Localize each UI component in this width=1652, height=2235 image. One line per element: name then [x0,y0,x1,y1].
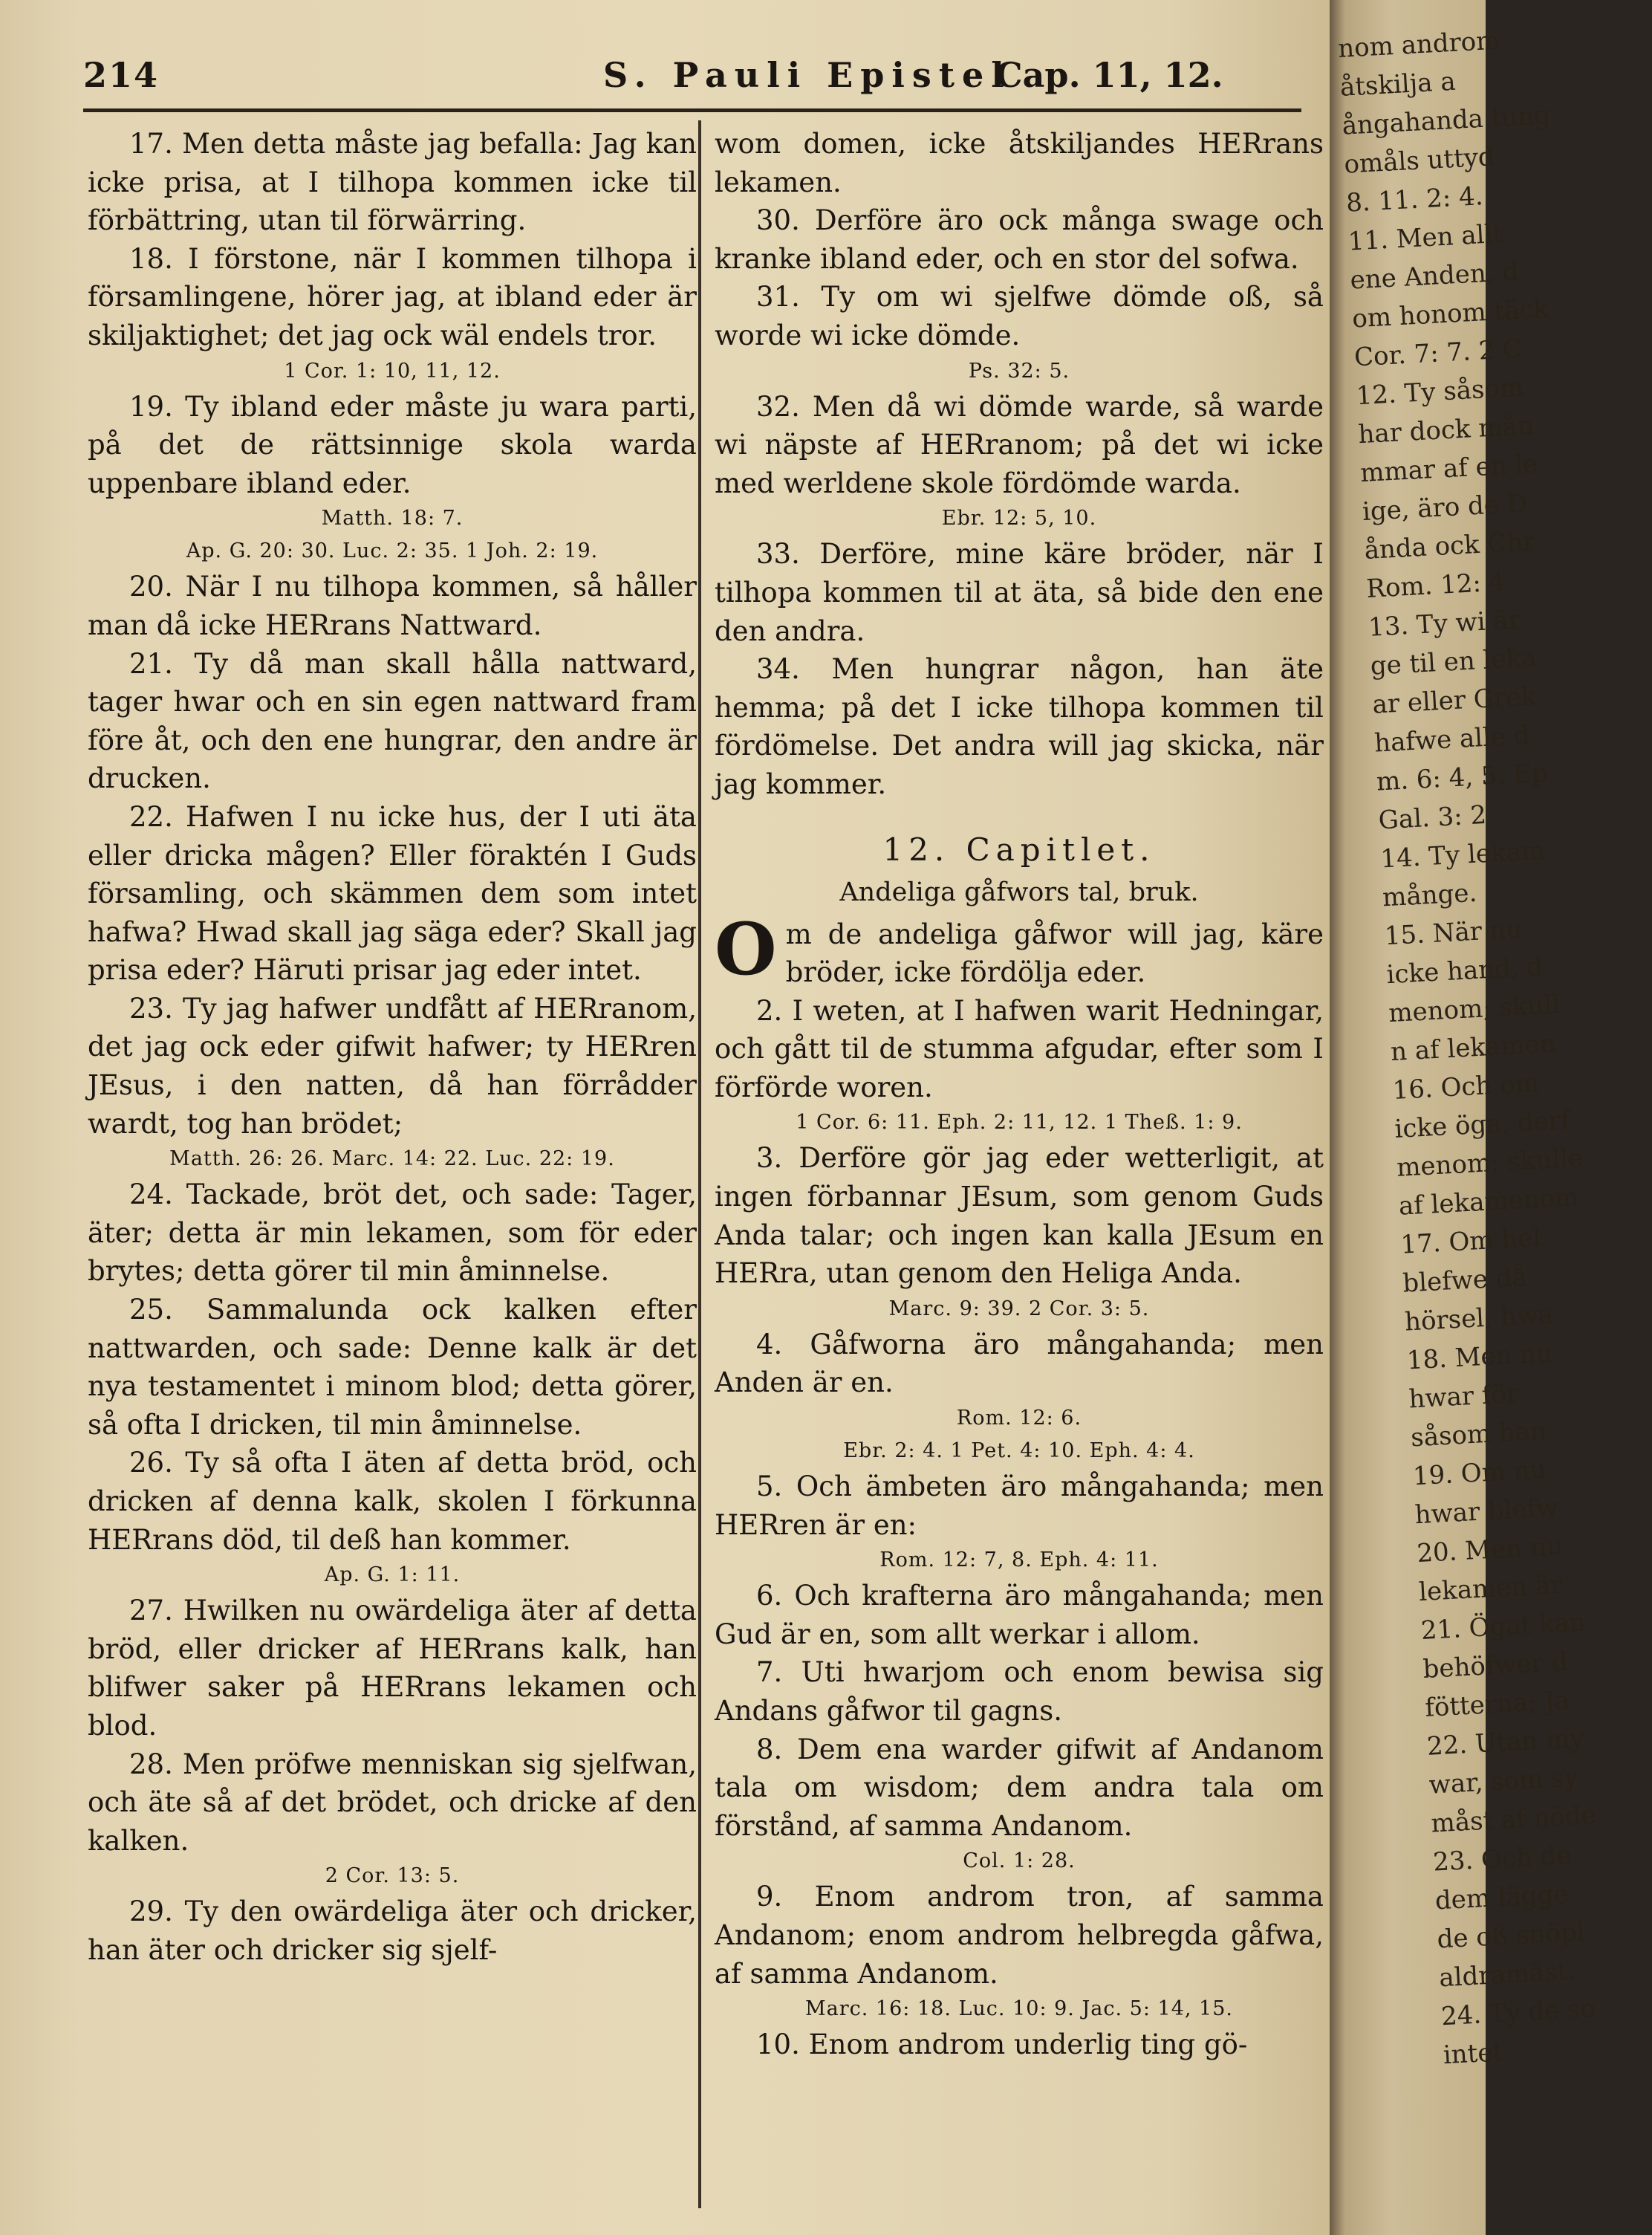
cross-reference: Ps. 32: 5. [968,359,1070,383]
verse: 7. Uti hwarjom och enom bewisa sig Andans gåfwor til gagns. [715,1656,1324,1727]
cross-reference: Rom. 12: 6. [956,1407,1082,1430]
adjacent-line: 8. 11. 2: 4. [1345,181,1484,218]
verse: 28. Men pröfwe menniskan sig sjelfwan, och äte så af det brödet, och dricke af den kalken. [88,1748,697,1857]
verse: 3. Derföre gör jag eder wetterligit, at ingen förbannar JEsum, som genom Guds Anda talar; och ingen kan kalla JEsum en HERra, utan genom den Heliga Anda. [715,1142,1324,1290]
right-column [715,125,1324,2064]
adjacent-line: måst af nöde [1430,1800,1597,1839]
cross-reference: Col. 1: 28. [963,1849,1076,1873]
adjacent-line: menom; skull [1388,990,1561,1029]
verse: 31. Ty om wi sjelfwe dömde oß, så worde wi icke dömde. [715,281,1324,351]
adjacent-line: m. 6: 4, 5. Ep [1376,758,1549,797]
adjacent-line: såsom han [1410,1415,1547,1453]
cross-reference: Matth. 26: 26. Marc. 14: 22. Luc. 22: 19. [169,1147,615,1171]
adjacent-line: ge til en leka [1369,643,1538,681]
adjacent-line: hörsel, hwa [1404,1300,1554,1337]
right-column-bottom [715,992,1324,2064]
verse: 30. Derföre äro ock många swage och kranke ibland eder, och en stor del sofwa. [715,204,1324,275]
verse: 32. Men då wi dömde warde, så warde wi näpste af HERranom; på det wi icke med werldene skole fördömde warda. [715,390,1324,499]
adjacent-page-edge [1330,0,1597,2235]
verse: 25. Sammalunda ock kalken efter nattwarden, och sade: Denne kalk är det nya testamentet i minom blod; detta görer, så ofta I dricken, til min åminnelse. [88,1294,697,1441]
adjacent-line: 20. Men nu [1416,1531,1564,1569]
chapter-range: Cap. 11, 12. [995,55,1223,95]
cross-reference: 2 Cor. 13: 5. [325,1864,460,1888]
adjacent-line: ångahanda tung [1341,100,1551,141]
verse: 5. Och ämbeten äro mångahanda; men HERren är en: [715,1470,1324,1541]
adjacent-line: dem lägge [1434,1879,1570,1916]
chapter-summary: Andeliga gåfwors tal, bruk. [839,877,1199,907]
column-divider [698,120,701,2208]
verse: 6. Och krafterna äro mångahanda; men Gud är en, som allt werkar i allom. [715,1580,1324,1650]
page-number: 214 [83,55,160,95]
verse: 33. Derföre, mine käre bröder, när I tilhopa kommen til at äta, så bide den ene den andra. [715,538,1324,647]
running-title: S. Pauli Epistel [603,55,1012,95]
cross-reference: Ebr. 2: 4. 1 Pet. 4: 10. Eph. 4: 4. [843,1439,1195,1463]
verse: 29. Ty den owärdeliga äter och dricker, han äter och dricker sig sjelf- [88,1895,697,1966]
header-rule [83,108,1301,112]
verse: 8. Dem ena warder gifwit af Andanom tala om wisdom; dem andra tala om förstånd, af samma Andanom. [715,1733,1324,1842]
adjacent-line: 24. Ty de so [1440,1994,1597,2032]
adjacent-line: åtskilja a [1339,66,1457,103]
verse: 23. Ty jag hafwer undfått af HERranom, det jag ock eder gifwit hafwer; ty HERren JEsus, i den natten, då han förrådder wardt, tog han brödet; [88,992,697,1140]
adjacent-line: Cor. 7: 7. 2 C [1353,334,1523,373]
adjacent-line: månge. [1382,878,1478,913]
verse: 22. Hafwen I nu icke hus, der I uti äta eller dricka mågen? Eller föraktén I Guds församling, och skämmen dem som intet hafwa? Hwad skall jag säga eder? Skall jag prisa eder? Häruti prisar jag eder intet. [88,800,697,987]
adjacent-line: 22. Utan my [1426,1723,1585,1762]
adjacent-line: 18. Men nu [1405,1338,1553,1376]
verse: 17. Men detta måste jag befalla: Jag kan icke prisa, at I tilhopa kommen icke til förbättring, utan til förwärring. [88,128,697,237]
adjacent-line: 16. Och om [1391,1068,1540,1106]
adjacent-line: 14. Ty lekam [1379,835,1546,875]
cross-reference: Marc. 16: 18. Luc. 10: 9. Jac. 5: 14, 15. [804,1997,1233,2021]
adjacent-line: 23. Och de [1432,1840,1573,1878]
right-column-top [715,125,1324,804]
verse: 18. I förstone, när I kommen tilhopa i församlingene, hörer jag, at ibland eder är skiljaktighet; det jag ock wäl endels tror. [88,242,697,351]
verse: 27. Hwilken nu owärdeliga äter af detta bröd, eller dricker af HERrans kalk, han blifwer saker på HERrans lekamen och blod. [88,1595,697,1742]
adjacent-line: de oß snöpl [1436,1917,1586,1955]
adjacent-line: hafwe alle d [1373,720,1531,759]
cross-reference: Rom. 12: 7, 8. Eph. 4: 11. [879,1548,1159,1572]
adjacent-line: omåls uttyd [1343,142,1495,180]
adjacent-line: ånda ock Chr [1363,527,1536,566]
adjacent-line: 17. Om hel [1399,1222,1542,1260]
adjacent-line: mmar af en le [1359,449,1539,489]
verse: 19. Ty ibland eder måste ju wara parti, på det de rättsinnige skola warda uppenbare ibland eder. [88,390,697,499]
cross-reference: 1 Cor. 1: 10, 11, 12. [284,359,501,383]
adjacent-line: ar eller Grek [1371,681,1537,720]
adjacent-line: fötterna; Ja [1424,1685,1571,1723]
verse: 26. Ty så ofta I äten af detta bröd, och dricken af denna kalk, skolen I förkunna HERrans död, til deß han kommer. [88,1447,697,1556]
verse-continuation: wom domen, icke åtskiljandes HERrans lekamen. [715,128,1324,198]
adjacent-line: 21. Ögat kan [1420,1607,1587,1647]
drop-cap: O [715,906,777,991]
adjacent-line: icke öga, derf [1394,1105,1571,1144]
adjacent-line: 11. Men allt [1347,218,1503,257]
adjacent-line: har dock mån [1357,410,1535,450]
cross-reference: Marc. 9: 39. 2 Cor. 3: 5. [888,1297,1150,1320]
verse: 10. Enom androm underlig ting gö- [756,2028,1248,2061]
cross-reference: Ap. G. 1: 11. [324,1563,461,1587]
verse: 2. I weten, at I hafwen warit Hedningar, och gått til de stumma afgudar, efter som I förförde woren. [715,994,1324,1103]
adjacent-line: n af lekamen [1390,1028,1557,1068]
adjacent-line: menom; skulle [1396,1143,1584,1183]
cross-reference: Ebr. 12: 5, 10. [941,507,1097,531]
adjacent-line: behöfwer d [1422,1647,1569,1684]
cross-reference: Matth. 18: 7. [321,507,464,531]
adjacent-line: nom androm [1337,25,1501,64]
adjacent-line: icke hand, d [1385,952,1544,990]
adjacent-line: ige, äro de D [1361,488,1528,528]
adjacent-line: war, som sy [1428,1762,1579,1800]
verse: 20. När I nu tilhopa kommen, så håller man då icke HERrans Nattward. [88,571,697,641]
adjacent-line: ene Anden, d [1349,256,1519,296]
adjacent-line: aldramäst. [1438,1956,1577,1994]
adjacent-line: 15. När nu [1383,914,1523,952]
left-column [88,125,697,1970]
adjacent-line: hwar blefw [1414,1493,1559,1531]
verse: 9. Enom androm tron, af samma Andanom; enom androm helbregda gåfwa, af samma Andanom. [715,1881,1324,1990]
chapter-first-verse [715,906,1324,992]
adjacent-line: af lekamenom [1397,1182,1580,1222]
verse: 21. Ty då man skall hålla nattward, tager hwar och en sin egen nattward fram före åt, och den ene hungrar, den andre är drucken. [88,647,697,795]
adjacent-line: Rom. 12: 4 [1365,567,1506,604]
page-header [83,55,1301,103]
adjacent-line: blefwe då [1402,1262,1528,1299]
adjacent-line: intet [1442,2037,1504,2071]
adjacent-line: Gal. 3: 2 [1377,799,1488,836]
adjacent-line: 12. Ty såsom [1355,372,1525,412]
first-verse-text: m de andeliga gåfwor will jag, käre bröder, icke fördölja eder. [785,918,1324,989]
cross-reference: Ap. G. 20: 30. Luc. 2: 35. 1 Joh. 2: 19. [186,539,599,563]
adjacent-line: lekamen är [1418,1570,1564,1608]
adjacent-line: 13. Ty wi är [1368,605,1521,643]
adjacent-line: om honom täck [1351,293,1549,334]
adjacent-line: 19. Om nu [1412,1454,1547,1492]
adjacent-line: hwar för [1408,1378,1520,1415]
adjacent-page-text [1337,19,1637,2075]
verse: 34. Men hungrar någon, han äte hemma; på det I icke tilhopa kommen til fördömelse. Det andra will jag skicka, när jag kommer. [715,653,1324,800]
verse: 4. Gåfworna äro mångahanda; men Anden är en. [715,1328,1324,1399]
verse: 24. Tackade, bröt det, och sade: Tager, äter; detta är min lekamen, som för eder brytes; detta görer til min åminnelse. [88,1178,697,1288]
cross-reference: 1 Cor. 6: 11. Eph. 2: 11, 12. 1 Theß. 1: 9. [796,1111,1243,1135]
chapter-heading: 12. Capitlet. [882,831,1156,868]
